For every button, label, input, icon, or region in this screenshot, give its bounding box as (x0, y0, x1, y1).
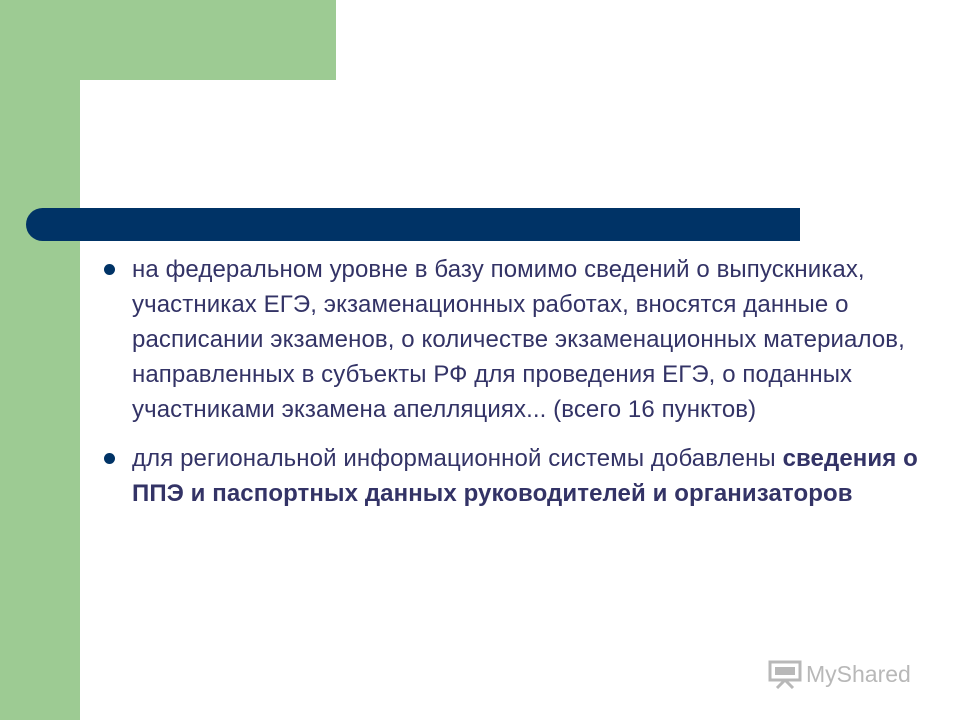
presentation-board-icon (768, 659, 802, 689)
bullet-item-regional (100, 441, 930, 511)
bullet-dot-icon (104, 453, 115, 464)
bullet-text: для региональной информационной системы добавлены (132, 445, 783, 472)
watermark (768, 658, 928, 690)
bullet-item-federal (100, 252, 930, 427)
bullet-bold-text: сведения о ППЭ и паспортных данных руководителей и организаторов (132, 445, 918, 507)
title-bar (26, 208, 800, 241)
watermark-text: MyShared (806, 660, 911, 687)
top-green-block (0, 0, 336, 80)
bullet-list (100, 252, 930, 511)
bullet-text: на федеральном уровне в базу помимо сведений о выпускниках, участниках ЕГЭ, экзаменационных работах, вносятся данные о расписании экзаменов, о количестве экзаменационных материалов, направленных в субъекты РФ для проведения ЕГЭ, о поданных участниками экзамена апелляциях... (всего 16 пунктов) (132, 256, 905, 423)
left-green-strip (0, 0, 80, 720)
bullet-dot-icon (104, 264, 115, 275)
